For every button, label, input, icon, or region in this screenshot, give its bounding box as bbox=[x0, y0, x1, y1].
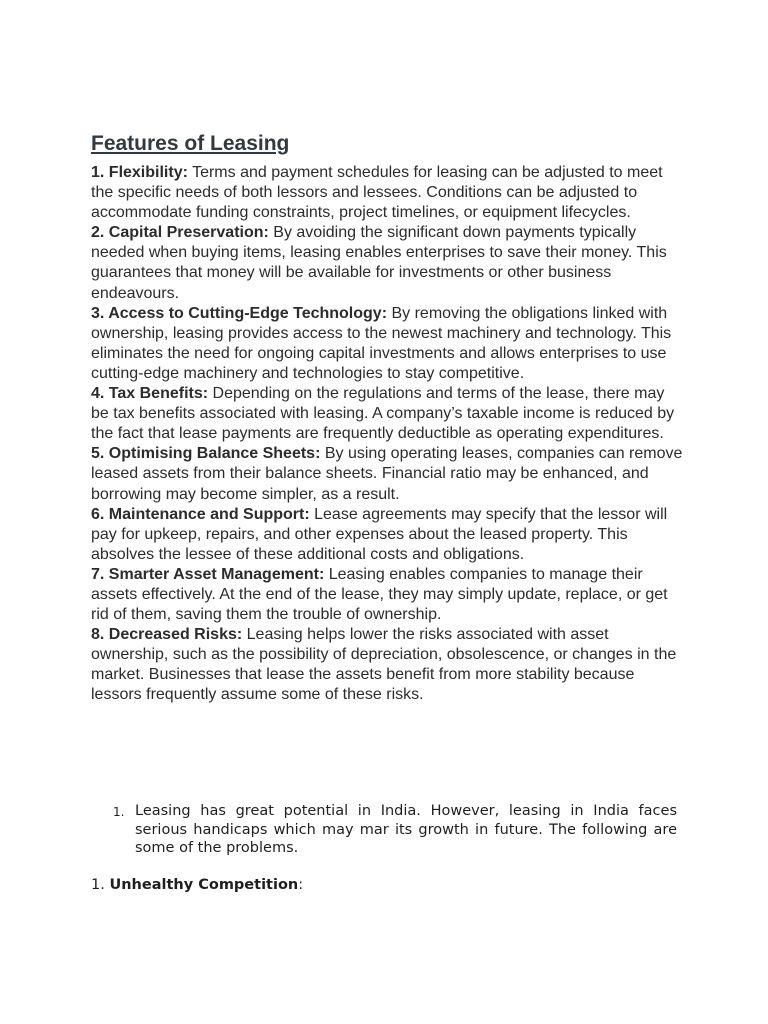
feature-text: Depending on the regulations and terms of the lease, there may be tax benefits associated with leasing. A company’s taxable income is reduced by the fact that lease payments are frequently deductible as operating expenditures. bbox=[91, 385, 675, 443]
feature-item bbox=[91, 505, 683, 565]
heading-number: 1. bbox=[91, 877, 105, 893]
feature-text: Lease agreements may specify that the lessor will pay for upkeep, repairs, and other expenses about the leased property. This absolves the lessee of these additional costs and obligations. bbox=[91, 505, 668, 563]
list-item-text: Leasing has great potential in India. However, leasing in India faces serious handicaps which may mar its growth in future. The following are some of the problems. bbox=[135, 803, 677, 856]
features-list bbox=[91, 163, 683, 706]
feature-item bbox=[91, 223, 683, 303]
feature-label: 7. Smarter Asset Management: bbox=[91, 565, 325, 583]
page-title: Features of Leasing bbox=[91, 132, 290, 155]
feature-text: By avoiding the significant down payments typically needed when buying items, leasing enables enterprises to save their money. This guarantees that money will be available for investments or other business endeavours. bbox=[91, 224, 667, 302]
feature-label: 1. Flexibility: bbox=[91, 164, 188, 181]
feature-text: Terms and payment schedules for leasing can be adjusted to meet the specific needs of both lessors and lessees. Conditions can be adjusted to accommodate funding constraints, project timelines, or equipment lifecycles. bbox=[91, 164, 663, 222]
heading-label: Unhealthy Competition bbox=[109, 877, 299, 893]
feature-item bbox=[91, 444, 683, 504]
feature-text: Leasing enables companies to manage their assets effectively. At the end of the lease, they may simply update, replace, or get rid of them, saving them the trouble of ownership. bbox=[91, 565, 668, 624]
unhealthy-competition-heading bbox=[91, 875, 303, 895]
list-item bbox=[113, 802, 677, 858]
problems-intro-list bbox=[113, 802, 677, 858]
feature-label: 8. Decreased Risks: bbox=[91, 626, 243, 644]
feature-text: By removing the obligations linked with ownership, leasing provides access to the newest machinery and technology. This eliminates the need for ongoing capital investments and allows enterprises to use cutting-edge machinery and technologies to stay competitive. bbox=[91, 304, 672, 382]
document-body bbox=[91, 130, 683, 706]
feature-item bbox=[91, 625, 683, 705]
list-item-number: 1. bbox=[113, 805, 125, 819]
feature-text: By using operating leases, companies can remove leased assets from their balance sheets. Financial ratio may be enhanced, and borrowing may become simpler, as a result. bbox=[91, 445, 683, 503]
feature-item bbox=[91, 565, 683, 625]
feature-label: 3. Access to Cutting-Edge Technology: bbox=[91, 304, 388, 322]
feature-item bbox=[91, 384, 683, 444]
feature-item bbox=[91, 304, 683, 384]
feature-text: Leasing helps lower the risks associated with asset ownership, such as the possibility of depreciation, obsolescence, or changes in the market. Businesses that lease the assets benefit from more stability because lessors frequently assume some of these risks. bbox=[91, 626, 677, 704]
feature-label: 5. Optimising Balance Sheets: bbox=[91, 445, 321, 463]
feature-label: 2. Capital Preservation: bbox=[91, 224, 269, 242]
feature-label: 6. Maintenance and Support: bbox=[91, 505, 310, 523]
heading-suffix: : bbox=[298, 877, 304, 893]
feature-item bbox=[91, 163, 683, 223]
feature-label: 4. Tax Benefits: bbox=[91, 385, 209, 403]
